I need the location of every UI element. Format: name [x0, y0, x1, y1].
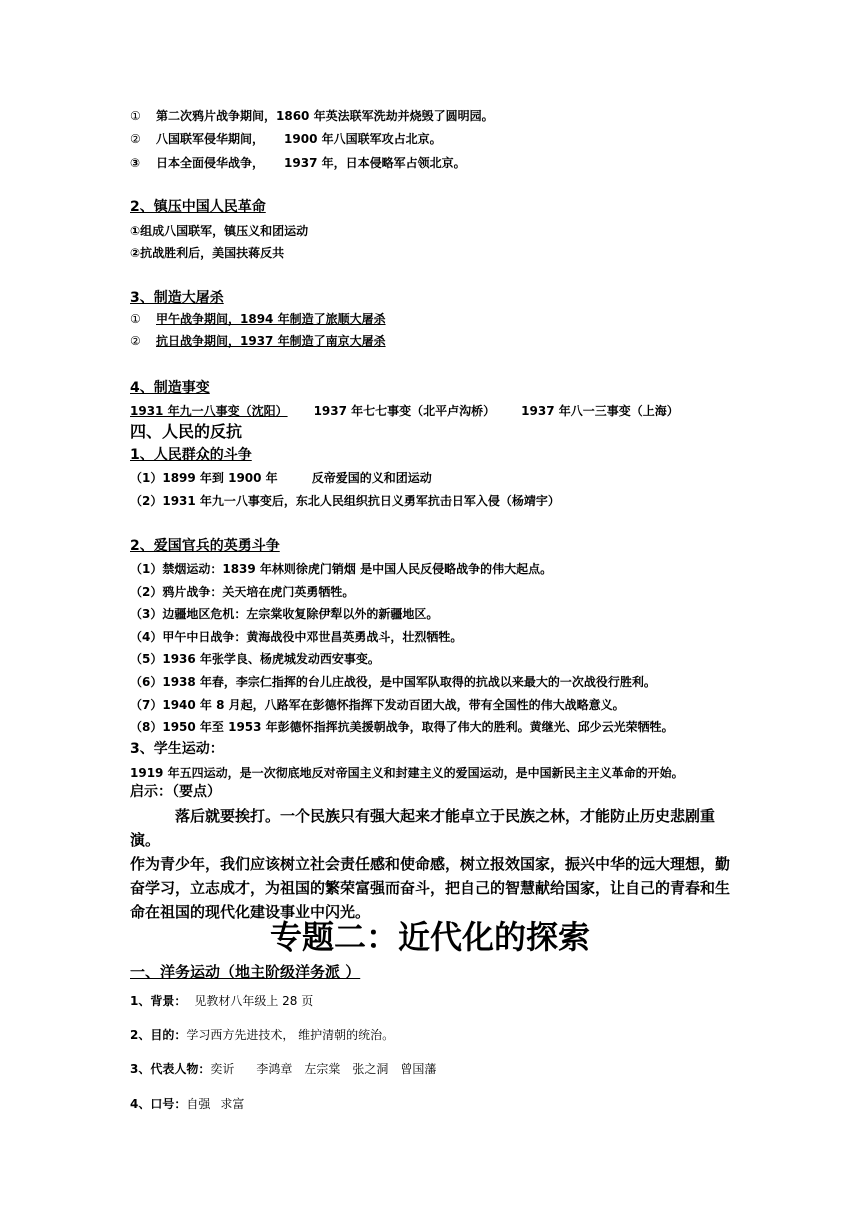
figures-line	[130, 1061, 436, 1077]
officers-item-1: （1）禁烟运动：1839 年林则徐虎门销烟 是中国人民反侵略战争的伟大起点。	[130, 562, 553, 576]
purpose-text: 学习西方先进技术， 维护清朝的统治。	[186, 1028, 395, 1042]
item-number: ③	[130, 156, 141, 170]
item-date: （1）1899 年到 1900 年	[130, 471, 278, 485]
officers-item-6: （6）1938 年春，李宗仁指挥的台儿庄战役，是中国军队取得的抗战以来最大的一次战役行胜利。	[130, 675, 656, 689]
figure-name: 李鸿章	[256, 1062, 293, 1076]
slogan-line	[130, 1096, 244, 1112]
officers-item-4: （4）甲午中日战争：黄海战役中邓世昌英勇战斗，壮烈牺牲。	[130, 630, 463, 644]
background-text: 见教材八年级上 28 页	[194, 994, 314, 1008]
insight-paragraph-2: 作为青少年，我们应该树立社会责任感和使命感，树立报效国家，振兴中华的远大理想，勤奋学习，立志成才，为祖国的繁荣富强而奋斗，把自己的智慧献给国家，让自己的青春和生命在祖国的现代化建设事业中闪光。	[130, 855, 731, 921]
atrocity-item-1	[130, 108, 494, 124]
topic-title: 专题二：近代化的探索	[269, 918, 590, 956]
suppress-item-2: ②抗战胜利后，美国扶蒋反共	[130, 246, 285, 260]
officers-item-7: （7）1940 年 8 月起，八路军在彭德怀指挥下发动百团大战，带有全国性的伟大战略意义。	[130, 698, 625, 712]
slogan-label: 4、口号：	[130, 1097, 187, 1111]
officers-item-8: （8）1950 年至 1953 年彭德怀指挥抗美援朝战争，取得了伟大的胜利。黄继光、邱少云光荣牺牲。	[130, 720, 674, 734]
atrocity-item-2	[130, 131, 442, 147]
item-text: 日本全面侵华战争，	[156, 156, 265, 170]
section-heading-students: 3、学生运动：	[130, 741, 224, 757]
suppress-item-1: ①组成八国联军，镇压义和团运动	[130, 224, 309, 238]
item-number: ②	[130, 132, 141, 146]
section-heading-officers: 2、爱国官兵的英勇斗争	[130, 538, 280, 554]
item-text: 八国联军侵华期间，	[156, 132, 265, 146]
masses-item-2: （2）1931 年九一八事变后，东北人民组织抗日义勇军抗击日军入侵（杨靖宇）	[130, 494, 560, 508]
item-number: ①	[130, 312, 141, 326]
item-text-2: 1900 年八国联军攻占北京。	[284, 132, 442, 146]
massacre-item-1	[130, 311, 386, 327]
item-text: 抗日战争期间，1937 年制造了南京大屠杀	[156, 334, 386, 348]
figure-name: 奕䜣	[210, 1062, 235, 1076]
section-heading-incidents: 4、制造事变	[130, 380, 210, 396]
section-heading-suppress: 2、镇压中国人民革命	[130, 199, 266, 215]
officers-item-5: （5）1936 年张学良、杨虎城发动西安事变。	[130, 652, 380, 666]
item-text: 反帝爱国的义和团运动	[311, 471, 432, 485]
figures-label: 3、代表人物：	[130, 1062, 211, 1076]
officers-item-2: （2）鸦片战争：关天培在虎门英勇牺牲。	[130, 585, 355, 599]
purpose-label: 2、目的：	[130, 1028, 187, 1042]
incident-2: 1937 年七七事变（北平卢沟桥）	[313, 404, 496, 418]
masses-item-1	[130, 470, 432, 486]
section-heading-westernization: 一、洋务运动（地主阶级洋务派 ）	[130, 963, 361, 981]
slogan-item: 求富	[220, 1097, 245, 1111]
section-heading-masses: 1、人民群众的斗争	[130, 447, 252, 463]
slogan-item: 自强	[186, 1097, 211, 1111]
item-text: 甲午战争期间，1894 年制造了旅顺大屠杀	[156, 312, 386, 326]
item-number: ②	[130, 334, 141, 348]
officers-item-3: （3）边疆地区危机：左宗棠收复除伊犁以外的新疆地区。	[130, 607, 439, 621]
massacre-item-2	[130, 333, 386, 349]
figure-name: 曾国藩	[400, 1062, 437, 1076]
background-label: 1、背景：	[130, 994, 187, 1008]
background-line	[130, 993, 313, 1009]
atrocity-item-3	[130, 155, 466, 171]
insight-paragraph-1: 落后就要挨打。一个民族只有强大起来才能卓立于民族之林，才能防止历史悲剧重演。	[130, 807, 716, 849]
incident-3: 1937 年八一三事变（上海）	[521, 404, 679, 418]
item-number: ①	[130, 109, 141, 123]
section-heading-massacre: 3、制造大屠杀	[130, 290, 224, 306]
incident-1: 1931 年九一八事变（沈阳）	[130, 404, 288, 418]
incidents-line	[130, 403, 679, 419]
purpose-line	[130, 1027, 394, 1043]
students-text: 1919 年五四运动，是一次彻底地反对帝国主义和封建主义的爱国运动，是中国新民主主义革命的开始。	[130, 766, 684, 780]
insight-heading: 启示：（要点）	[130, 784, 221, 800]
item-text-2: 1937 年，日本侵略军占领北京。	[284, 156, 466, 170]
figure-name: 张之洞	[352, 1062, 389, 1076]
figure-name: 左宗棠	[304, 1062, 341, 1076]
chapter-heading-resistance: 四、人民的反抗	[130, 422, 243, 441]
item-text: 第二次鸦片战争期间，1860 年英法联军洗劫并烧毁了圆明园。	[156, 109, 494, 123]
